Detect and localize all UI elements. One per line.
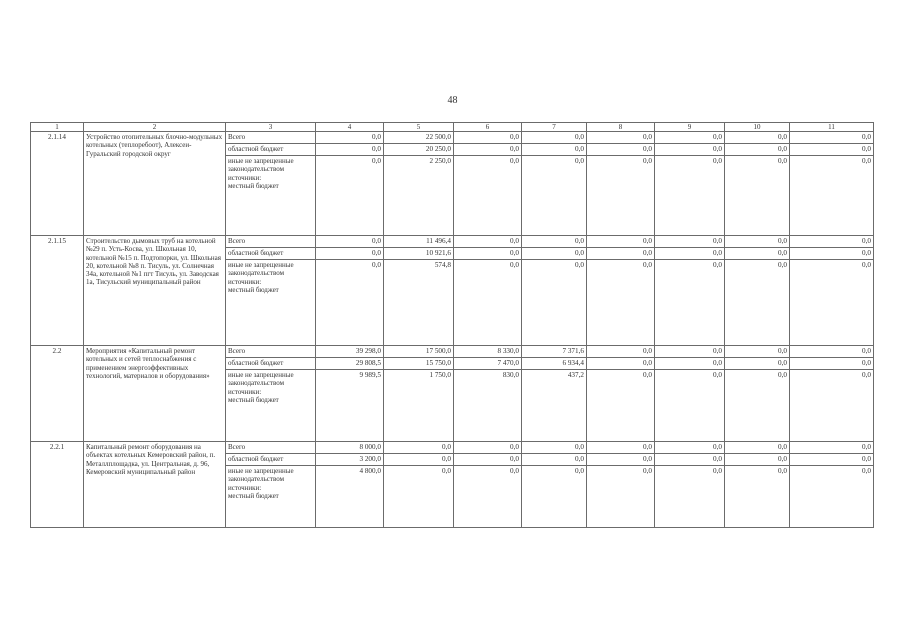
amount-cell: 0,0	[522, 260, 587, 346]
amount-cell: 0,0	[790, 144, 874, 156]
amount-cell: 0,0	[725, 156, 790, 236]
table-row	[31, 442, 874, 454]
amount-cell: 0,0	[454, 454, 522, 466]
amount-cell: 0,0	[316, 260, 384, 346]
amount-cell: 0,0	[522, 132, 587, 144]
item-description: Мероприятия «Капитальный ремонт котельных и сетей теплоснабжения с применением энергоэффективных технологий, материалов и оборудования»	[84, 346, 226, 442]
amount-cell: 0,0	[725, 454, 790, 466]
amount-cell: 7 470,0	[454, 358, 522, 370]
amount-cell: 0,0	[655, 442, 725, 454]
page-number: 48	[447, 95, 458, 106]
column-number: 2	[84, 123, 226, 132]
amount-cell: 0,0	[725, 346, 790, 358]
funding-source-note: иные не запрещенные законодательством источники:	[228, 371, 294, 396]
amount-cell: 0,0	[522, 466, 587, 528]
funding-source-label: областной бюджет	[228, 455, 284, 463]
funding-source-note: иные не запрещенные законодательством источники:	[228, 467, 294, 492]
funding-source	[226, 442, 316, 454]
budget-table	[30, 122, 874, 528]
amount-cell: 0,0	[454, 132, 522, 144]
amount-cell: 0,0	[316, 248, 384, 260]
funding-source-label: местный бюджет	[228, 395, 279, 404]
column-number: 5	[384, 123, 454, 132]
amount-cell: 0,0	[790, 156, 874, 236]
funding-source-label: Всего	[228, 443, 246, 451]
amount-cell: 0,0	[454, 260, 522, 346]
amount-cell: 0,0	[454, 156, 522, 236]
item-code: 2.2.1	[31, 442, 84, 528]
funding-source-label: Всего	[228, 237, 246, 245]
amount-cell: 0,0	[790, 370, 874, 442]
amount-cell: 0,0	[655, 370, 725, 442]
amount-cell: 0,0	[655, 358, 725, 370]
item-code: 2.1.14	[31, 132, 84, 236]
amount-cell: 2 250,0	[384, 156, 454, 236]
funding-source-note: иные не запрещенные законодательством источники:	[228, 157, 294, 182]
amount-cell: 0,0	[725, 236, 790, 248]
funding-source	[226, 454, 316, 466]
amount-cell: 0,0	[725, 370, 790, 442]
amount-cell: 0,0	[384, 442, 454, 454]
item-code: 2.2	[31, 346, 84, 442]
column-number: 9	[655, 123, 725, 132]
amount-cell: 3 200,0	[316, 454, 384, 466]
funding-source-label: областной бюджет	[228, 145, 284, 153]
amount-cell: 437,2	[522, 370, 587, 442]
column-number: 11	[790, 123, 874, 132]
funding-source-label: областной бюджет	[228, 359, 284, 367]
amount-cell: 0,0	[725, 248, 790, 260]
amount-cell: 0,0	[522, 442, 587, 454]
amount-cell: 0,0	[725, 358, 790, 370]
amount-cell: 22 500,0	[384, 132, 454, 144]
amount-cell: 574,8	[384, 260, 454, 346]
amount-cell: 0,0	[655, 156, 725, 236]
amount-cell: 0,0	[655, 346, 725, 358]
column-number: 8	[587, 123, 655, 132]
amount-cell: 8 330,0	[454, 346, 522, 358]
amount-cell: 0,0	[587, 236, 655, 248]
amount-cell: 7 371,6	[522, 346, 587, 358]
amount-cell: 0,0	[790, 346, 874, 358]
amount-cell: 0,0	[725, 132, 790, 144]
amount-cell: 0,0	[454, 248, 522, 260]
funding-source	[226, 132, 316, 144]
amount-cell: 0,0	[587, 454, 655, 466]
amount-cell: 0,0	[725, 260, 790, 346]
amount-cell: 9 989,5	[316, 370, 384, 442]
amount-cell: 0,0	[384, 466, 454, 528]
amount-cell: 20 250,0	[384, 144, 454, 156]
funding-source-label: местный бюджет	[228, 285, 279, 294]
amount-cell: 0,0	[587, 132, 655, 144]
amount-cell: 0,0	[655, 248, 725, 260]
amount-cell: 0,0	[454, 236, 522, 248]
amount-cell: 0,0	[655, 132, 725, 144]
amount-cell: 0,0	[454, 442, 522, 454]
amount-cell: 0,0	[655, 260, 725, 346]
amount-cell: 0,0	[587, 260, 655, 346]
amount-cell: 8 000,0	[316, 442, 384, 454]
amount-cell: 17 500,0	[384, 346, 454, 358]
amount-cell: 0,0	[587, 466, 655, 528]
amount-cell: 0,0	[587, 346, 655, 358]
funding-source-label: местный бюджет	[228, 181, 279, 190]
amount-cell: 0,0	[316, 144, 384, 156]
amount-cell: 0,0	[790, 248, 874, 260]
amount-cell: 0,0	[384, 454, 454, 466]
amount-cell: 0,0	[655, 236, 725, 248]
amount-cell: 6 934,4	[522, 358, 587, 370]
amount-cell: 0,0	[587, 442, 655, 454]
funding-source	[226, 346, 316, 358]
amount-cell: 0,0	[316, 156, 384, 236]
amount-cell: 0,0	[522, 454, 587, 466]
item-code: 2.1.15	[31, 236, 84, 346]
amount-cell: 0,0	[725, 144, 790, 156]
funding-source	[226, 370, 316, 442]
amount-cell: 29 808,5	[316, 358, 384, 370]
amount-cell: 4 800,0	[316, 466, 384, 528]
amount-cell: 0,0	[587, 358, 655, 370]
amount-cell: 11 496,4	[384, 236, 454, 248]
column-number: 6	[454, 123, 522, 132]
amount-cell: 0,0	[316, 236, 384, 248]
amount-cell: 0,0	[522, 248, 587, 260]
column-number: 10	[725, 123, 790, 132]
amount-cell: 0,0	[725, 442, 790, 454]
column-number: 3	[226, 123, 316, 132]
funding-source	[226, 236, 316, 248]
item-description: Капитальный ремонт оборудования на объектах котельных Кемеровский район, п. Металлплощадка, ул. Центральная, д. 96, Кемеровский муниципальный район	[84, 442, 226, 528]
table-row	[31, 132, 874, 144]
funding-source-label: областной бюджет	[228, 249, 284, 257]
amount-cell: 15 750,0	[384, 358, 454, 370]
amount-cell: 0,0	[655, 454, 725, 466]
amount-cell: 0,0	[790, 358, 874, 370]
amount-cell: 0,0	[790, 442, 874, 454]
column-number: 4	[316, 123, 384, 132]
amount-cell: 0,0	[655, 466, 725, 528]
item-description: Строительство дымовых труб на котельной №29 п. Усть-Косва, ул. Школьная 10, котельной №15 п. Подтопорки, ул. Школьная 20, котельной №8 п. Тисуль, ул. Солнечная 34а, котельной №1 пгт Тисуль, ул. Заводская 1а, Тисульский муниципальный район	[84, 236, 226, 346]
amount-cell: 0,0	[790, 466, 874, 528]
funding-source	[226, 144, 316, 156]
amount-cell: 0,0	[522, 236, 587, 248]
funding-source-label: Всего	[228, 133, 246, 141]
column-number: 7	[522, 123, 587, 132]
funding-source	[226, 466, 316, 528]
item-description: Устройство отопительных блочно-модульных котельных (теплоребоот), Алексеи-Гуральский городской округ	[84, 132, 226, 236]
header-row	[31, 123, 874, 132]
funding-source-note: иные не запрещенные законодательством источники:	[228, 261, 294, 286]
amount-cell: 0,0	[790, 132, 874, 144]
amount-cell: 0,0	[790, 454, 874, 466]
funding-source	[226, 358, 316, 370]
amount-cell: 830,0	[454, 370, 522, 442]
amount-cell: 1 750,0	[384, 370, 454, 442]
amount-cell: 0,0	[587, 156, 655, 236]
amount-cell: 0,0	[316, 132, 384, 144]
amount-cell: 0,0	[790, 260, 874, 346]
amount-cell: 0,0	[454, 144, 522, 156]
amount-cell: 39 298,0	[316, 346, 384, 358]
funding-source	[226, 248, 316, 260]
amount-cell: 0,0	[790, 236, 874, 248]
funding-source	[226, 156, 316, 236]
amount-cell: 0,0	[587, 370, 655, 442]
amount-cell: 0,0	[522, 144, 587, 156]
column-number: 1	[31, 123, 84, 132]
table-row	[31, 236, 874, 248]
funding-source	[226, 260, 316, 346]
amount-cell: 0,0	[587, 248, 655, 260]
amount-cell: 10 921,6	[384, 248, 454, 260]
amount-cell: 0,0	[522, 156, 587, 236]
amount-cell: 0,0	[655, 144, 725, 156]
table-row	[31, 346, 874, 358]
funding-source-label: Всего	[228, 347, 246, 355]
amount-cell: 0,0	[587, 144, 655, 156]
amount-cell: 0,0	[454, 466, 522, 528]
amount-cell: 0,0	[725, 466, 790, 528]
funding-source-label: местный бюджет	[228, 491, 279, 500]
